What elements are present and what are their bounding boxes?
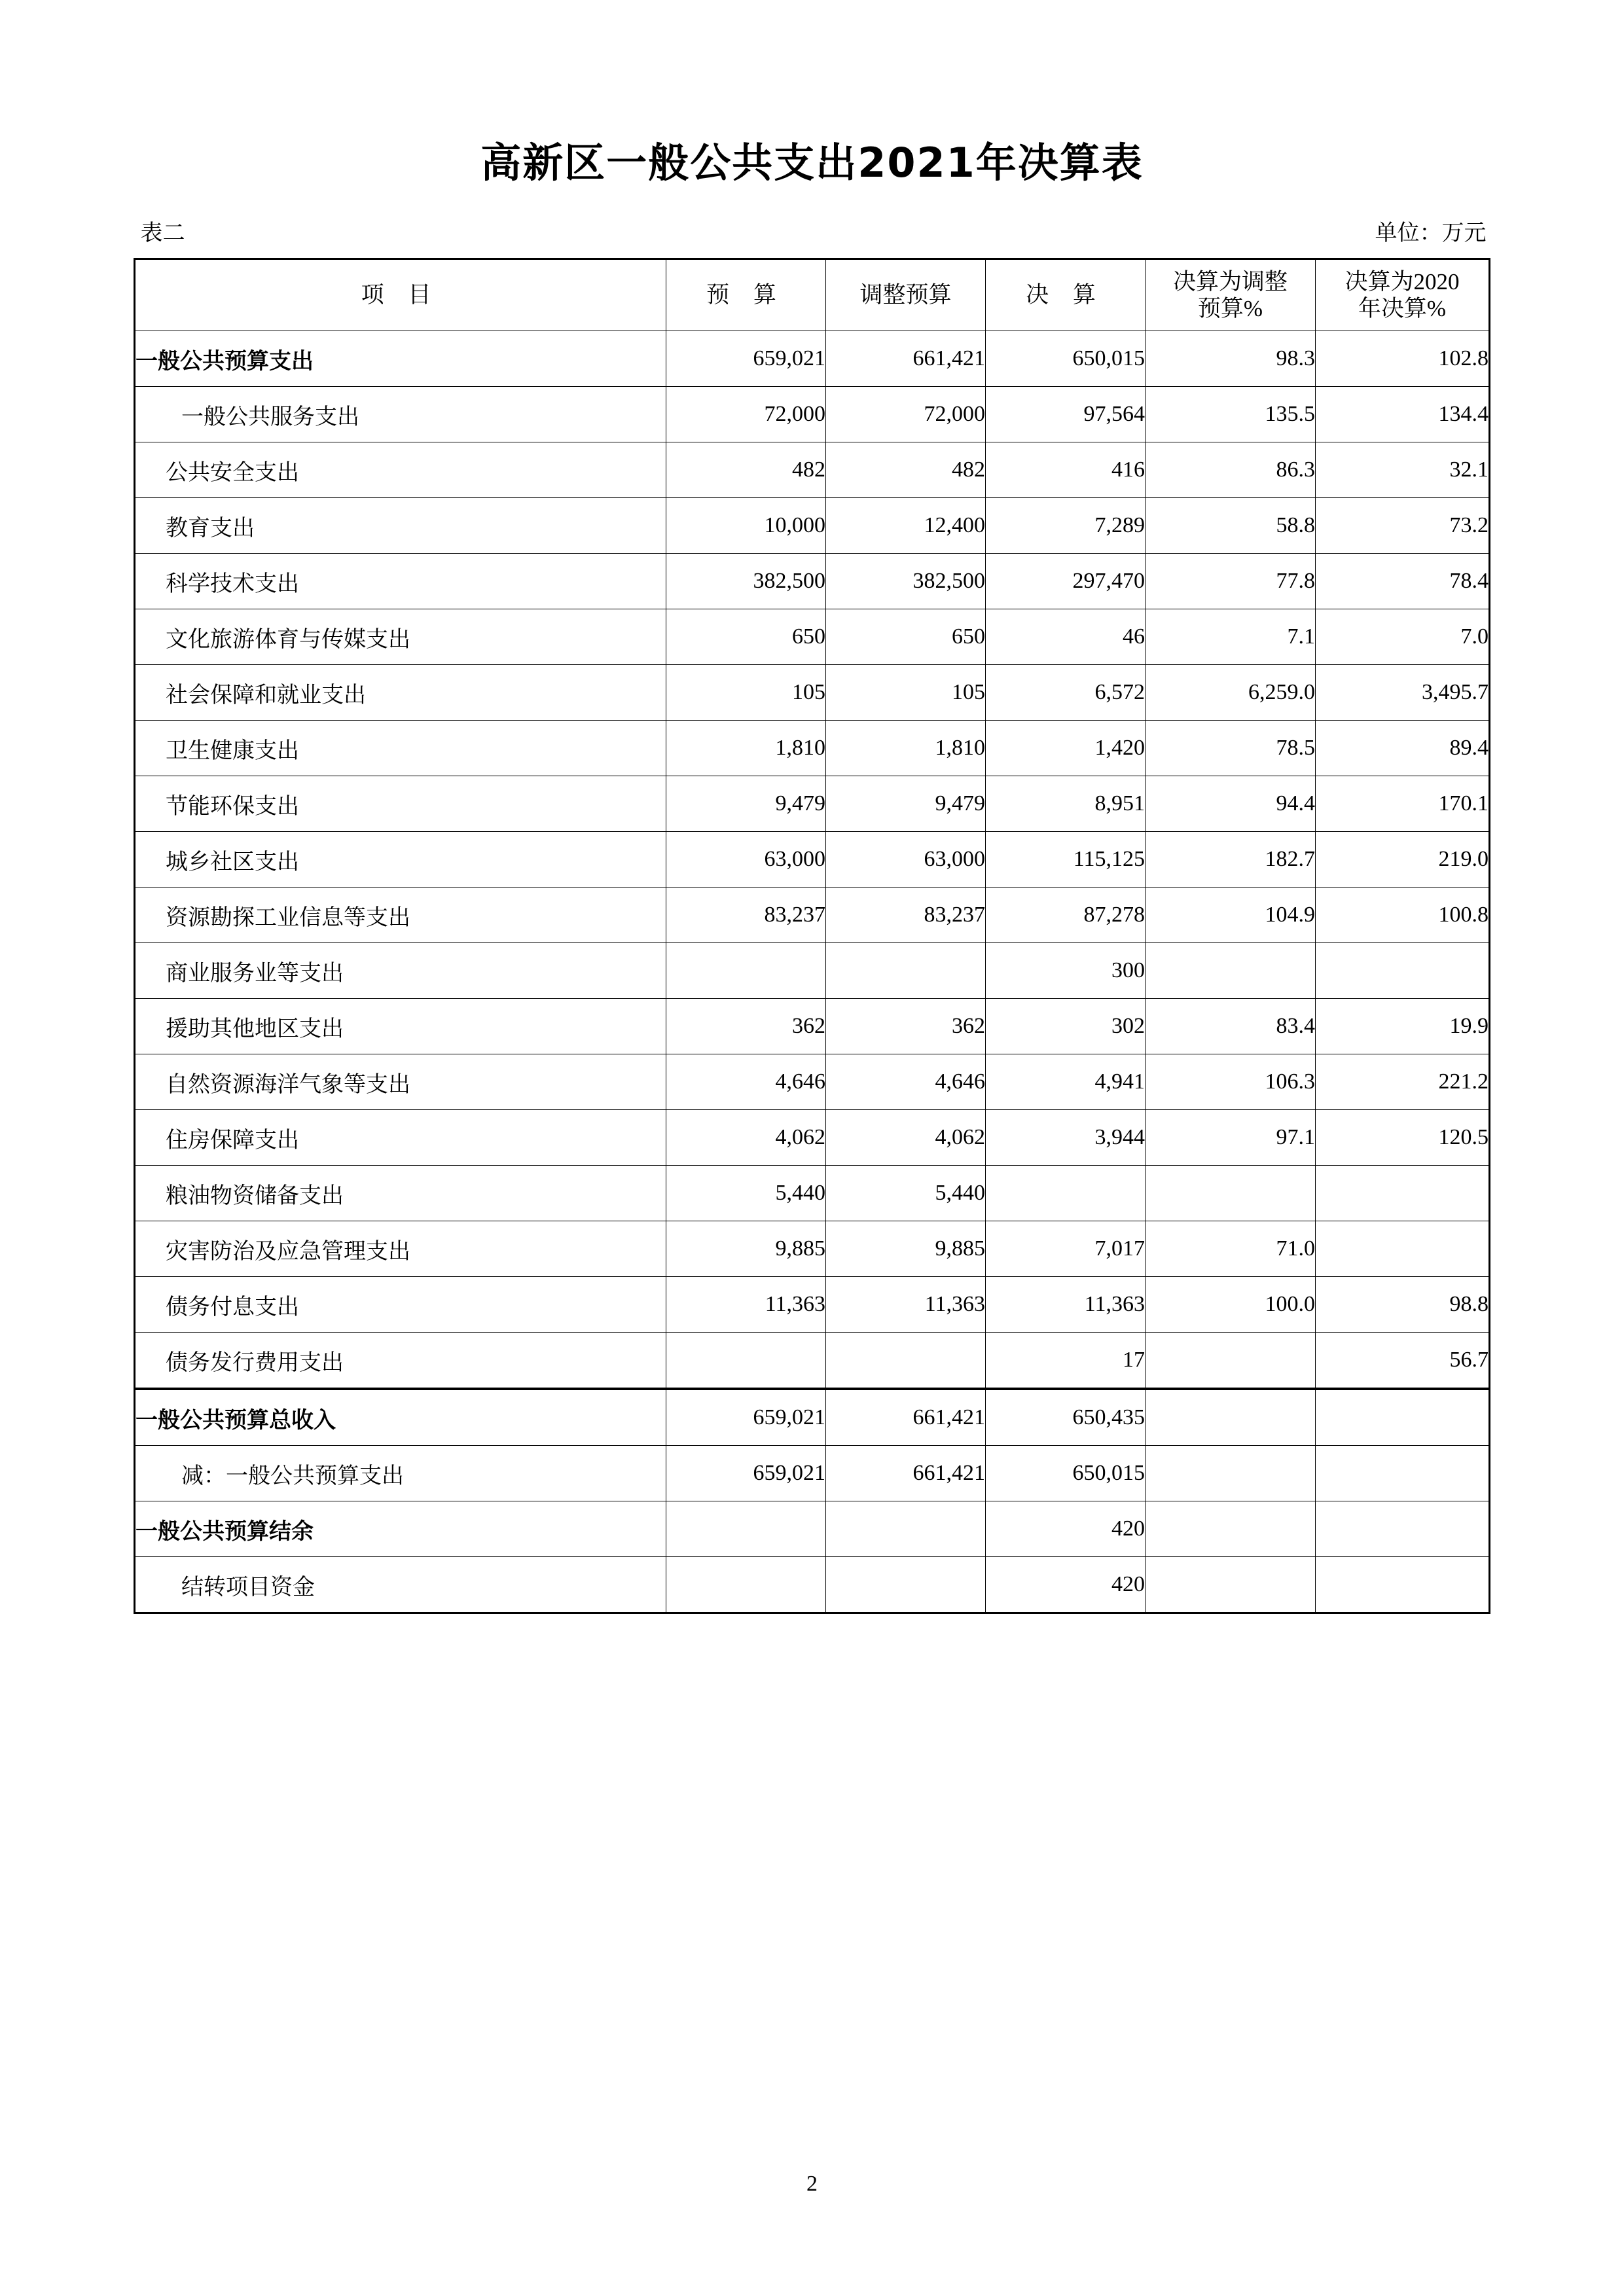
table-body — [135, 331, 1490, 1613]
page-title: 高新区一般公共支出2021年决算表 — [480, 139, 1144, 187]
cell-adjusted-budget: 4,646 — [826, 1054, 986, 1110]
cell-adjusted-budget — [826, 1557, 986, 1613]
cell-budget: 83,237 — [666, 888, 826, 943]
cell-pct-of-adjusted — [1146, 1389, 1316, 1446]
row-label: 自然资源海洋气象等支出 — [135, 1054, 666, 1110]
row-label: 科学技术支出 — [135, 554, 666, 609]
page-number: 2 — [806, 2172, 818, 2196]
cell-pct-of-previous — [1316, 1166, 1490, 1221]
table-row — [135, 999, 1490, 1054]
table-row — [135, 1333, 1490, 1390]
cell-budget: 9,885 — [666, 1221, 826, 1277]
cell-adjusted-budget: 105 — [826, 665, 986, 721]
row-label: 减：一般公共预算支出 — [135, 1446, 666, 1501]
row-label: 一般公共预算结余 — [135, 1501, 666, 1557]
cell-final: 115,125 — [986, 832, 1146, 888]
cell-budget: 1,810 — [666, 721, 826, 776]
cell-pct-of-adjusted: 135.5 — [1146, 387, 1316, 442]
cell-pct-of-previous: 19.9 — [1316, 999, 1490, 1054]
cell-pct-of-adjusted — [1146, 1166, 1316, 1221]
table-row — [135, 442, 1490, 498]
row-label: 一般公共预算总收入 — [135, 1389, 666, 1446]
cell-pct-of-previous — [1316, 1389, 1490, 1446]
cell-pct-of-previous — [1316, 943, 1490, 999]
cell-pct-of-previous: 102.8 — [1316, 331, 1490, 387]
cell-budget: 10,000 — [666, 498, 826, 554]
cell-final: 650,015 — [986, 1446, 1146, 1501]
cell-final: 3,944 — [986, 1110, 1146, 1166]
column-header-pct-of-previous — [1316, 259, 1490, 331]
cell-pct-of-previous — [1316, 1446, 1490, 1501]
column-header-item: 项 目 — [135, 259, 666, 331]
row-label: 卫生健康支出 — [135, 721, 666, 776]
cell-pct-of-adjusted: 94.4 — [1146, 776, 1316, 832]
cell-pct-of-previous: 170.1 — [1316, 776, 1490, 832]
cell-budget: 382,500 — [666, 554, 826, 609]
cell-adjusted-budget: 63,000 — [826, 832, 986, 888]
pct-prev-line2: 年决算% — [1358, 296, 1447, 321]
cell-adjusted-budget: 661,421 — [826, 1389, 986, 1446]
table-header-row — [135, 259, 1490, 331]
cell-pct-of-adjusted: 71.0 — [1146, 1221, 1316, 1277]
cell-adjusted-budget: 650 — [826, 609, 986, 665]
cell-budget: 659,021 — [666, 331, 826, 387]
cell-final: 46 — [986, 609, 1146, 665]
cell-final: 650,015 — [986, 331, 1146, 387]
cell-final: 97,564 — [986, 387, 1146, 442]
cell-pct-of-adjusted: 97.1 — [1146, 1110, 1316, 1166]
table-row — [135, 1166, 1490, 1221]
unit-note: 单位：万元 — [1375, 221, 1487, 245]
cell-adjusted-budget: 83,237 — [826, 888, 986, 943]
row-label: 教育支出 — [135, 498, 666, 554]
row-label: 文化旅游体育与传媒支出 — [135, 609, 666, 665]
cell-pct-of-previous: 32.1 — [1316, 442, 1490, 498]
cell-budget: 63,000 — [666, 832, 826, 888]
row-label: 资源勘探工业信息等支出 — [135, 888, 666, 943]
cell-pct-of-previous: 134.4 — [1316, 387, 1490, 442]
table-row — [135, 1557, 1490, 1613]
pct-adj-line1: 决算为调整 — [1172, 268, 1288, 295]
cell-pct-of-adjusted: 6,259.0 — [1146, 665, 1316, 721]
cell-adjusted-budget: 11,363 — [826, 1277, 986, 1333]
cell-pct-of-previous — [1316, 1557, 1490, 1613]
table-row — [135, 888, 1490, 943]
table-row — [135, 1277, 1490, 1333]
cell-final: 297,470 — [986, 554, 1146, 609]
cell-adjusted-budget: 362 — [826, 999, 986, 1054]
cell-budget: 4,646 — [666, 1054, 826, 1110]
cell-final: 6,572 — [986, 665, 1146, 721]
cell-final: 87,278 — [986, 888, 1146, 943]
row-label: 社会保障和就业支出 — [135, 665, 666, 721]
cell-pct-of-adjusted: 100.0 — [1146, 1277, 1316, 1333]
table-row — [135, 387, 1490, 442]
table-row — [135, 1221, 1490, 1277]
table-row — [135, 665, 1490, 721]
cell-adjusted-budget: 5,440 — [826, 1166, 986, 1221]
cell-pct-of-adjusted: 7.1 — [1146, 609, 1316, 665]
cell-adjusted-budget: 661,421 — [826, 331, 986, 387]
row-label: 援助其他地区支出 — [135, 999, 666, 1054]
row-label: 节能环保支出 — [135, 776, 666, 832]
cell-final: 4,941 — [986, 1054, 1146, 1110]
cell-budget — [666, 1557, 826, 1613]
table-row — [135, 498, 1490, 554]
row-label: 灾害防治及应急管理支出 — [135, 1221, 666, 1277]
cell-budget: 11,363 — [666, 1277, 826, 1333]
cell-budget: 650 — [666, 609, 826, 665]
cell-pct-of-previous: 100.8 — [1316, 888, 1490, 943]
cell-final: 650,435 — [986, 1389, 1146, 1446]
cell-adjusted-budget: 9,479 — [826, 776, 986, 832]
pct-prev-line1: 决算为2020 — [1344, 268, 1460, 295]
cell-budget: 9,479 — [666, 776, 826, 832]
budget-table — [134, 258, 1490, 1614]
row-label: 结转项目资金 — [135, 1557, 666, 1613]
cell-budget — [666, 943, 826, 999]
cell-final: 8,951 — [986, 776, 1146, 832]
table-row — [135, 609, 1490, 665]
cell-pct-of-previous — [1316, 1501, 1490, 1557]
cell-adjusted-budget: 382,500 — [826, 554, 986, 609]
column-header-pct-of-adjusted — [1146, 259, 1316, 331]
cell-budget: 659,021 — [666, 1446, 826, 1501]
cell-adjusted-budget: 12,400 — [826, 498, 986, 554]
cell-pct-of-previous: 219.0 — [1316, 832, 1490, 888]
cell-final: 7,289 — [986, 498, 1146, 554]
cell-pct-of-adjusted: 78.5 — [1146, 721, 1316, 776]
table-row — [135, 1389, 1490, 1446]
cell-pct-of-adjusted — [1146, 943, 1316, 999]
column-header-final: 决 算 — [986, 259, 1146, 331]
table-label: 表二 — [140, 221, 185, 245]
cell-pct-of-adjusted — [1146, 1333, 1316, 1390]
cell-adjusted-budget — [826, 1333, 986, 1390]
table-row — [135, 832, 1490, 888]
cell-pct-of-adjusted: 106.3 — [1146, 1054, 1316, 1110]
cell-adjusted-budget: 482 — [826, 442, 986, 498]
pct-adj-line2: 预算% — [1197, 296, 1263, 321]
table-row — [135, 1110, 1490, 1166]
table-row — [135, 721, 1490, 776]
cell-pct-of-previous: 89.4 — [1316, 721, 1490, 776]
row-label: 一般公共服务支出 — [135, 387, 666, 442]
cell-budget: 72,000 — [666, 387, 826, 442]
cell-budget: 482 — [666, 442, 826, 498]
row-label: 一般公共预算支出 — [135, 331, 666, 387]
cell-adjusted-budget — [826, 943, 986, 999]
cell-pct-of-previous — [1316, 1221, 1490, 1277]
cell-adjusted-budget: 661,421 — [826, 1446, 986, 1501]
cell-pct-of-previous: 221.2 — [1316, 1054, 1490, 1110]
cell-pct-of-previous: 73.2 — [1316, 498, 1490, 554]
table-row — [135, 1501, 1490, 1557]
cell-final: 17 — [986, 1333, 1146, 1390]
row-label: 债务付息支出 — [135, 1277, 666, 1333]
cell-adjusted-budget: 4,062 — [826, 1110, 986, 1166]
row-label: 粮油物资储备支出 — [135, 1166, 666, 1221]
cell-budget — [666, 1501, 826, 1557]
cell-pct-of-adjusted: 86.3 — [1146, 442, 1316, 498]
cell-pct-of-adjusted: 104.9 — [1146, 888, 1316, 943]
cell-final: 11,363 — [986, 1277, 1146, 1333]
cell-final: 302 — [986, 999, 1146, 1054]
cell-pct-of-adjusted — [1146, 1557, 1316, 1613]
cell-final: 7,017 — [986, 1221, 1146, 1277]
cell-final: 1,420 — [986, 721, 1146, 776]
table-row — [135, 1054, 1490, 1110]
cell-final: 420 — [986, 1557, 1146, 1613]
cell-pct-of-previous: 3,495.7 — [1316, 665, 1490, 721]
cell-pct-of-previous: 7.0 — [1316, 609, 1490, 665]
table-row — [135, 1446, 1490, 1501]
cell-pct-of-adjusted: 182.7 — [1146, 832, 1316, 888]
cell-pct-of-adjusted: 77.8 — [1146, 554, 1316, 609]
cell-pct-of-adjusted: 83.4 — [1146, 999, 1316, 1054]
cell-final: 300 — [986, 943, 1146, 999]
cell-pct-of-previous: 120.5 — [1316, 1110, 1490, 1166]
row-label: 城乡社区支出 — [135, 832, 666, 888]
table-row — [135, 776, 1490, 832]
cell-adjusted-budget: 9,885 — [826, 1221, 986, 1277]
cell-budget: 5,440 — [666, 1166, 826, 1221]
cell-pct-of-adjusted: 98.3 — [1146, 331, 1316, 387]
cell-pct-of-adjusted: 58.8 — [1146, 498, 1316, 554]
table-row — [135, 331, 1490, 387]
cell-adjusted-budget — [826, 1501, 986, 1557]
cell-pct-of-previous: 78.4 — [1316, 554, 1490, 609]
cell-final — [986, 1166, 1146, 1221]
row-label: 商业服务业等支出 — [135, 943, 666, 999]
column-header-adjusted-budget: 调整预算 — [826, 259, 986, 331]
cell-final: 420 — [986, 1501, 1146, 1557]
cell-budget: 362 — [666, 999, 826, 1054]
cell-pct-of-adjusted — [1146, 1501, 1316, 1557]
table-caption-row — [135, 215, 1489, 254]
cell-budget: 4,062 — [666, 1110, 826, 1166]
cell-final: 416 — [986, 442, 1146, 498]
cell-budget: 105 — [666, 665, 826, 721]
row-label: 公共安全支出 — [135, 442, 666, 498]
cell-pct-of-adjusted — [1146, 1446, 1316, 1501]
table-row — [135, 554, 1490, 609]
cell-pct-of-previous: 56.7 — [1316, 1333, 1490, 1390]
cell-budget — [666, 1333, 826, 1390]
row-label: 债务发行费用支出 — [135, 1333, 666, 1390]
cell-budget: 659,021 — [666, 1389, 826, 1446]
cell-adjusted-budget: 72,000 — [826, 387, 986, 442]
cell-adjusted-budget: 1,810 — [826, 721, 986, 776]
table-row — [135, 943, 1490, 999]
column-header-budget: 预 算 — [666, 259, 826, 331]
row-label: 住房保障支出 — [135, 1110, 666, 1166]
cell-pct-of-previous: 98.8 — [1316, 1277, 1490, 1333]
